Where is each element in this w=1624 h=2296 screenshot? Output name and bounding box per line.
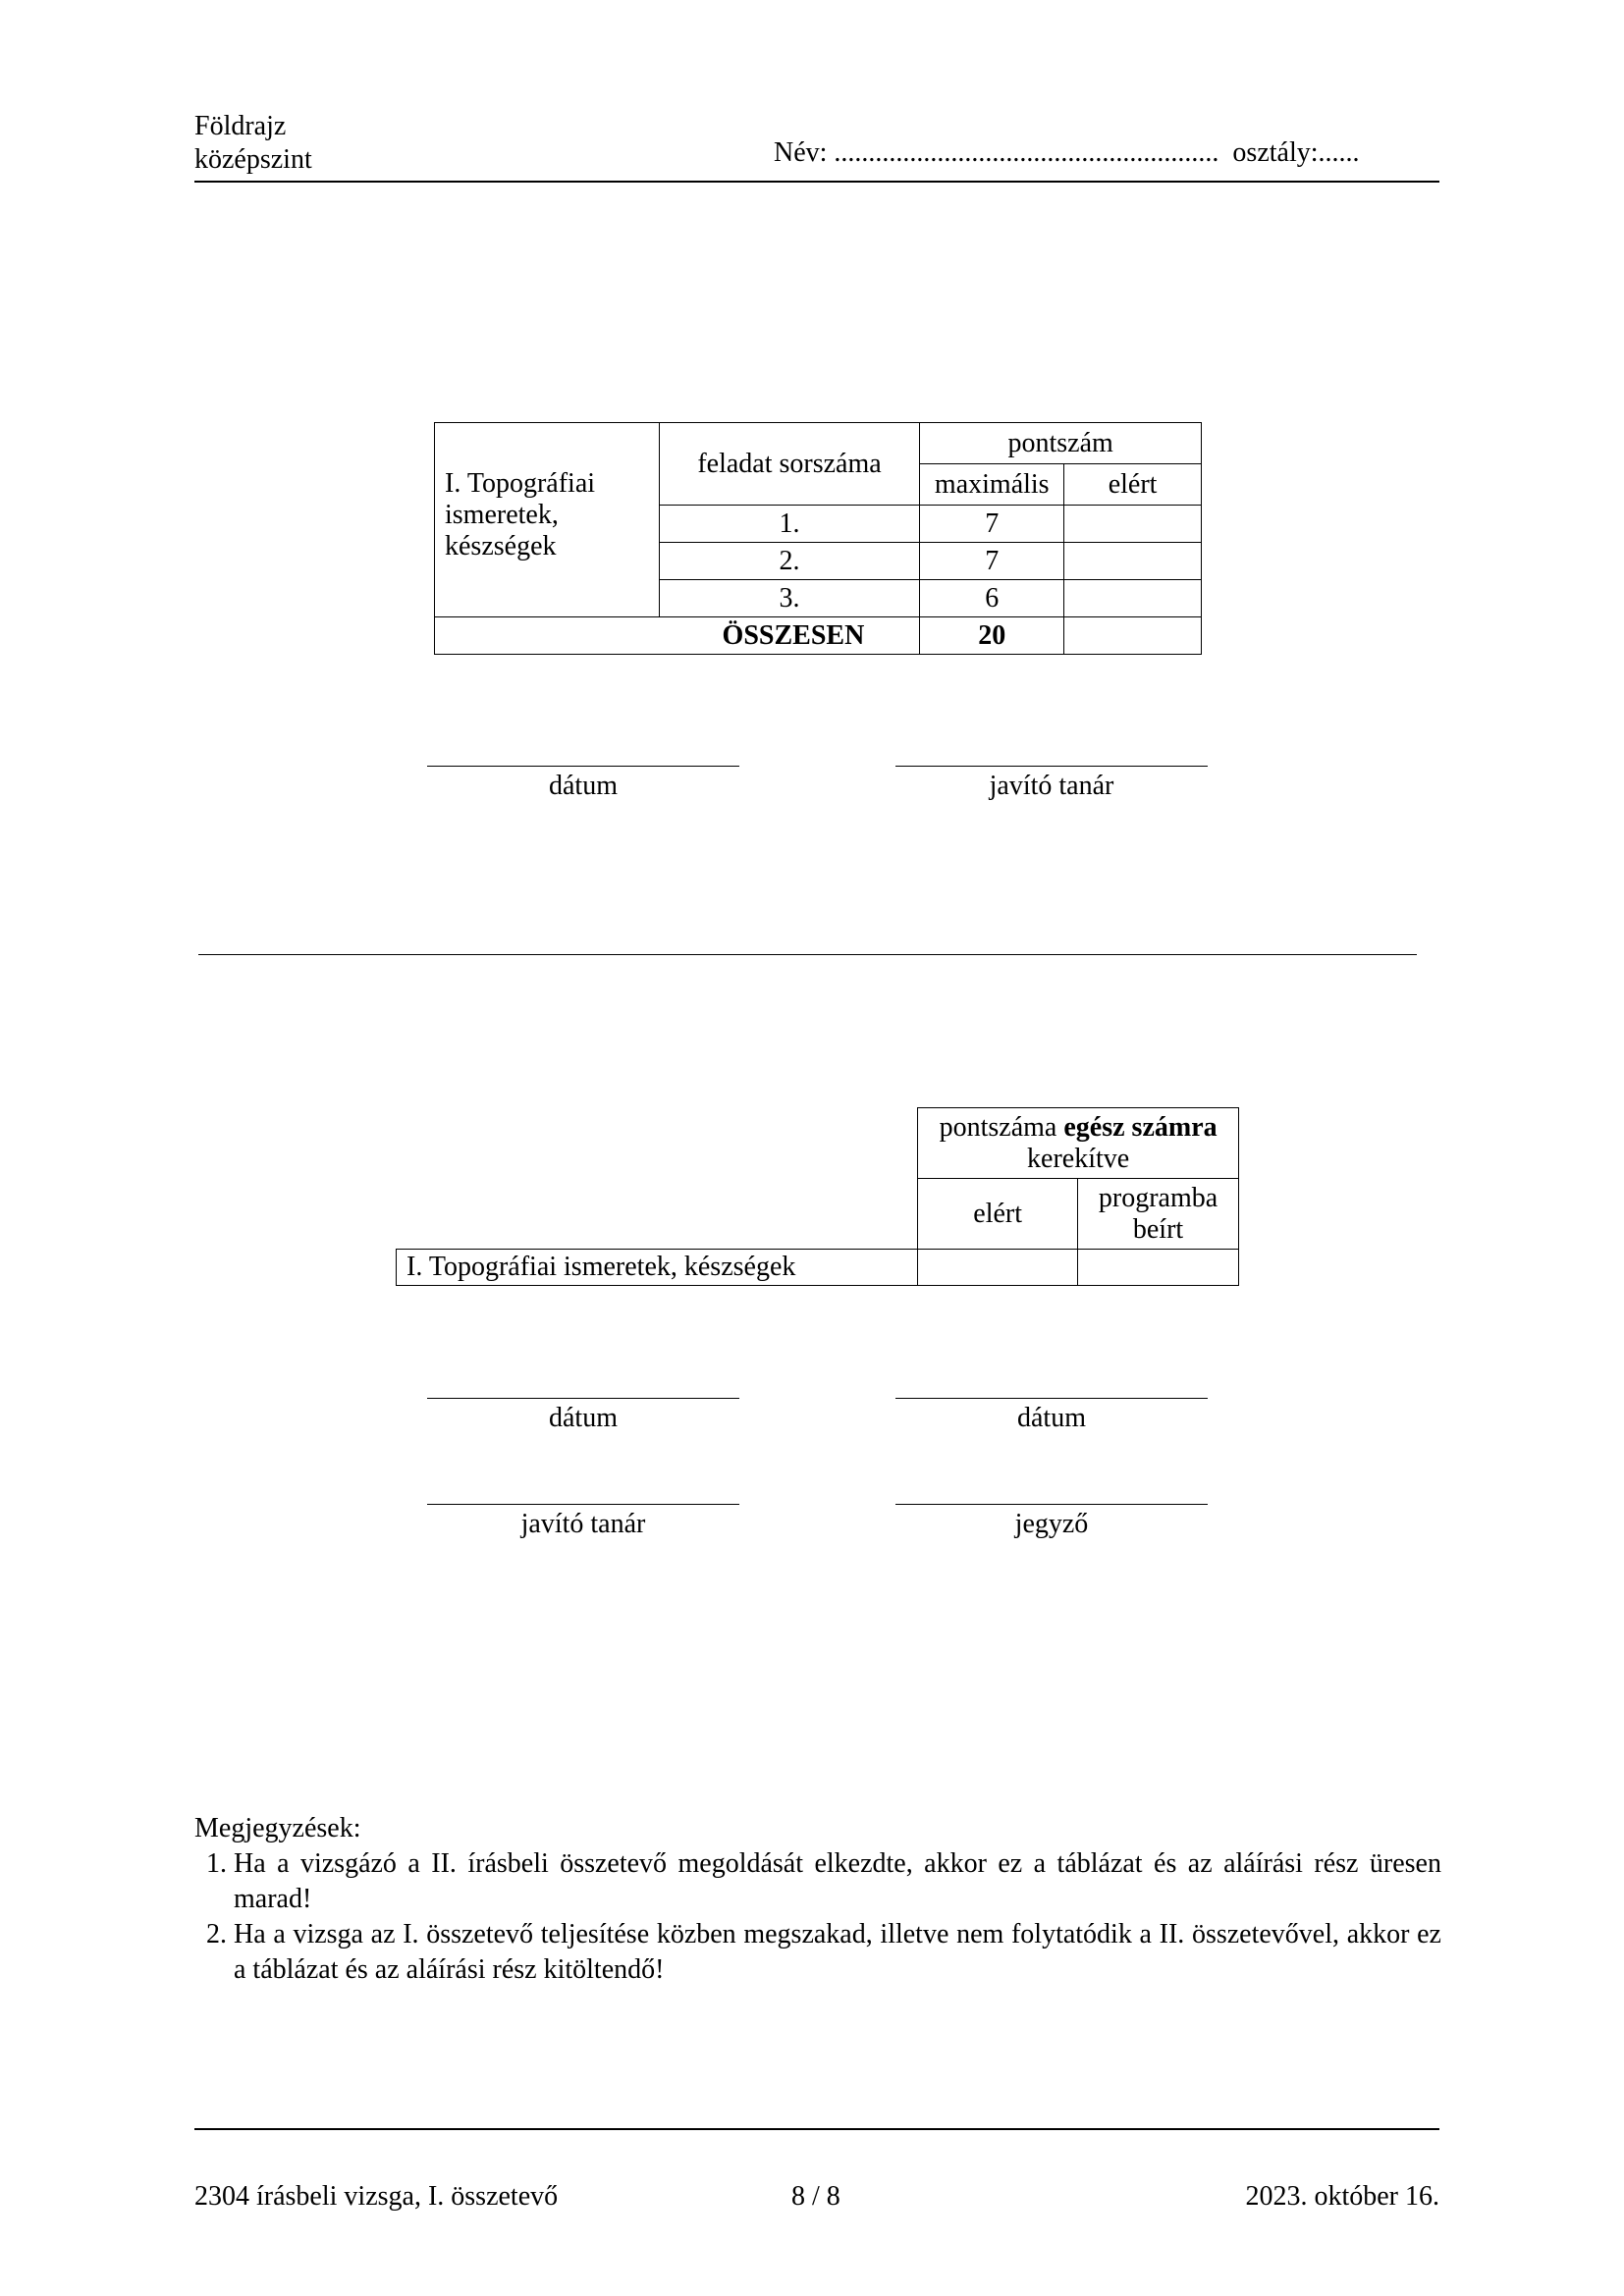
signature-caption: jegyző: [1014, 1509, 1089, 1539]
section-label: I. Topográfiai ismeretek, készségek: [397, 1250, 918, 1286]
task-number-header: feladat sorszáma: [659, 423, 920, 506]
score-table: [434, 422, 1202, 655]
footer-page-number: 8 / 8: [791, 2181, 840, 2212]
entered-header: programba beírt: [1078, 1179, 1239, 1250]
signature-line: [427, 1398, 739, 1399]
signature-caption: javító tanár: [989, 771, 1114, 801]
achieved-points-cell[interactable]: [1064, 543, 1202, 580]
achieved-header: elért: [918, 1179, 1078, 1250]
max-points: 6: [920, 580, 1064, 617]
teacher-signature: [895, 766, 1208, 802]
note-item: 2. Ha a vizsga az I. összetevő teljesítése közben megszakad, illetve nem folytatódik a II. összetevővel, akkor ez a táblázat és az aláírási rész kitöltendő!: [234, 1917, 1441, 1988]
signature-caption: javító tanár: [520, 1509, 646, 1539]
total-achieved-cell[interactable]: [1064, 617, 1202, 655]
subject-name: Földrajz: [194, 111, 287, 141]
max-points: 7: [920, 543, 1064, 580]
header-rule: [194, 181, 1439, 183]
registrar-signature: [895, 1504, 1208, 1540]
signature-caption: dátum: [549, 771, 618, 801]
achieved-points-cell[interactable]: [1064, 580, 1202, 617]
task-number: 1.: [659, 506, 920, 543]
signature-caption: dátum: [549, 1403, 618, 1433]
signature-line: [427, 1504, 739, 1505]
footer-exam: 2304 írásbeli vizsga, I. összetevő: [194, 2181, 559, 2212]
name-class-field: Név: ........................................................ osztály:......: [774, 137, 1360, 168]
subject-level: középszint: [194, 144, 312, 175]
header-text: kerekítve: [1027, 1143, 1130, 1174]
notes: [194, 1811, 1441, 1988]
notes-list: [194, 1846, 1441, 1988]
signature-caption: dátum: [1017, 1403, 1086, 1433]
max-header: maximális: [920, 464, 1064, 506]
achieved-header: elért: [1064, 464, 1202, 506]
footer-rule: [194, 2128, 1439, 2130]
section-divider: [198, 954, 1417, 955]
teacher-signature: [427, 1504, 739, 1540]
entered-cell[interactable]: [1078, 1250, 1239, 1286]
max-points: 7: [920, 506, 1064, 543]
task-number: 2.: [659, 543, 920, 580]
date-signature-left: [427, 1398, 739, 1434]
rounded-points-header: [918, 1108, 1239, 1179]
notes-title: Megjegyzések:: [194, 1813, 361, 1843]
header-text: pontszáma: [939, 1111, 1064, 1143]
rounded-score-table: [396, 1107, 1239, 1286]
signature-line: [895, 766, 1208, 767]
total-max: 20: [920, 617, 1064, 655]
total-label: ÖSSZESEN: [435, 617, 920, 655]
header-bold-text: egész számra: [1063, 1111, 1218, 1143]
header-subject: [194, 110, 312, 177]
task-number: 3.: [659, 580, 920, 617]
signature-line: [427, 766, 739, 767]
empty-corner: [397, 1108, 918, 1250]
signature-line: [895, 1504, 1208, 1505]
footer-date: 2023. október 16.: [1245, 2181, 1439, 2212]
points-header: pontszám: [920, 423, 1202, 464]
section-label: I. Topográfiai ismeretek, készségek: [435, 423, 660, 617]
date-signature: [427, 766, 739, 802]
note-item: 1. Ha a vizsgázó a II. írásbeli összetevő megoldását elkezdte, akkor ez a táblázat és az aláírási rész üresen marad!: [234, 1846, 1441, 1917]
signature-line: [895, 1398, 1208, 1399]
date-signature-right: [895, 1398, 1208, 1434]
achieved-points-cell[interactable]: [1064, 506, 1202, 543]
achieved-cell[interactable]: [918, 1250, 1078, 1286]
